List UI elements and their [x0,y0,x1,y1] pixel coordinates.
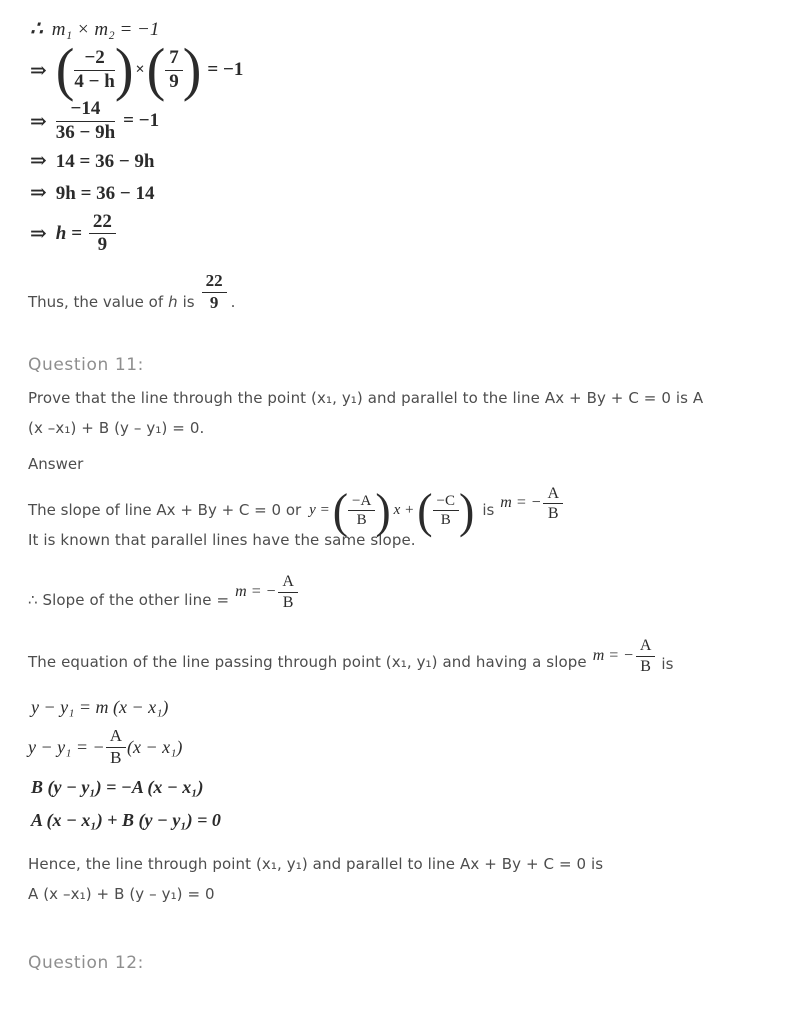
numerator: A [106,727,126,748]
step-substituted-slope [28,727,784,767]
numerator: −A [348,493,375,512]
multiply-icon: × [135,61,145,79]
equation-cross-multiplied [30,148,784,173]
parallel-lines-note: It is known that parallel lines have the same slope. [28,530,416,549]
equation-lhs: m = − [592,646,634,664]
denominator: 4 − h [74,70,115,92]
fraction-slope-m [636,637,656,675]
equation-lhs: y − y₁ = − [28,736,105,757]
slope-statement-row [28,483,784,538]
fraction-first-slope [74,48,114,93]
line-equation-intro-row [28,639,784,677]
numerator: −14 [56,99,115,122]
equation-substituted-slopes: ⇒ ( $\frac{-2}{4 - h}$ ) × ( $\frac{7}{9}$ ) = −1 [30,37,244,103]
implies-icon: ⇒ [30,149,47,172]
equation-rhs: = −1 [207,59,244,81]
equation-product-of-slopes [30,16,784,41]
numerator: −2 [74,48,114,71]
step-point-slope-form: y − y₁ = m (x − x₁) [31,697,169,718]
numerator: 22 [89,212,116,235]
implies-icon: ⇒ [30,110,47,133]
fraction-answer [202,272,227,312]
numerator: 7 [165,48,183,71]
equation-lhs: y = [309,502,330,519]
implies-icon: ⇒ [30,59,47,82]
numerator: 22 [202,272,227,293]
numerator: A [636,637,656,657]
slope-m-equation [235,573,298,611]
fraction [56,99,115,144]
solution-steps [28,691,784,836]
hence-conclusion [28,849,784,909]
is-text: is [482,500,495,519]
slope-m-equation [593,637,656,675]
equation-rhs: = −1 [123,110,160,132]
denominator: B [110,747,122,767]
fraction-a-over-b [106,727,126,767]
numerator: −C [433,493,459,512]
numerator: A [278,573,298,593]
slope-other-intro: ∴ Slope of the other line = [28,591,230,610]
implies-icon: ⇒ [30,223,47,246]
fraction-slope-m [278,573,298,611]
denominator: B [440,512,451,529]
equation-intro-text: The equation of the line passing through point (x₁, y₁) and having a slope [28,653,587,672]
equation-rearranged [30,180,784,205]
slope-m-equation [500,485,563,523]
denominator: B [356,512,367,529]
denominator: B [640,657,651,675]
therefore-symbol: ∴ [30,18,43,40]
slope-intercept-equation: y = ( $\frac{-A}{B}$ ) x + ( $\frac{-C}{B}$ ) [309,483,475,538]
conclusion-sentence [28,272,784,312]
equation-simplified-fraction [30,99,784,144]
question-12-heading: Question 12: [28,952,144,973]
question-text-line: (x –x₁) + B (y – y₁) = 0. [28,418,205,437]
fraction-slope-m [543,485,563,523]
hence-text-line: Hence, the line through point (x₁, y₁) and parallel to line Ax + By + C = 0 is [28,854,604,873]
denominator: B [547,505,559,523]
equation-text: 9h = 36 − 14 [55,182,155,204]
fraction-result [89,212,116,257]
slope-intro-text: The slope of line Ax + By + C = 0 or [28,500,302,519]
conclusion-text: Thus, the value of [28,292,164,311]
equation-lhs: m = − [500,494,542,512]
equation-text: m₁ × m₂ = −1 [51,19,160,40]
variable-h: h [168,292,178,311]
slope-other-line-row [28,572,784,615]
equation-text: 14 = 36 − 9h [55,150,155,172]
implies-icon: ⇒ [30,181,47,204]
denominator: B [282,593,294,611]
question-11-heading: Question 11: [28,354,144,375]
is-text: is [661,655,674,674]
denominator: 9 [97,234,108,256]
step-final-form: A (x − x₁) + B (y − y₁) = 0 [31,809,221,830]
hence-text-line: A (x –x₁) + B (y – y₁) = 0 [28,884,215,903]
period: . [230,292,236,311]
conclusion-text: is [182,292,195,311]
denominator: 9 [209,293,219,313]
equation-h-value [30,212,784,257]
equation-rhs: (x − x₁) [126,736,183,757]
question-11-body [28,383,784,443]
numerator: A [543,485,563,505]
equation-lhs: m = − [235,582,277,600]
question-text-line: Prove that the line through the point (x₁, y₁) and parallel to the line Ax + By + C = 0 is A [28,388,704,407]
equation-lhs: h = [55,222,82,244]
denominator: 9 [169,70,179,92]
equation-mid: x + [393,502,415,519]
denominator: 36 − 9h [55,121,116,143]
fraction-second-slope [165,48,183,93]
fraction-intercept [433,493,459,529]
fraction-slope [348,493,375,529]
step-multiplied-by-b: B (y − y₁) = −A (x − x₁) [31,776,204,797]
answer-label: Answer [28,454,84,473]
